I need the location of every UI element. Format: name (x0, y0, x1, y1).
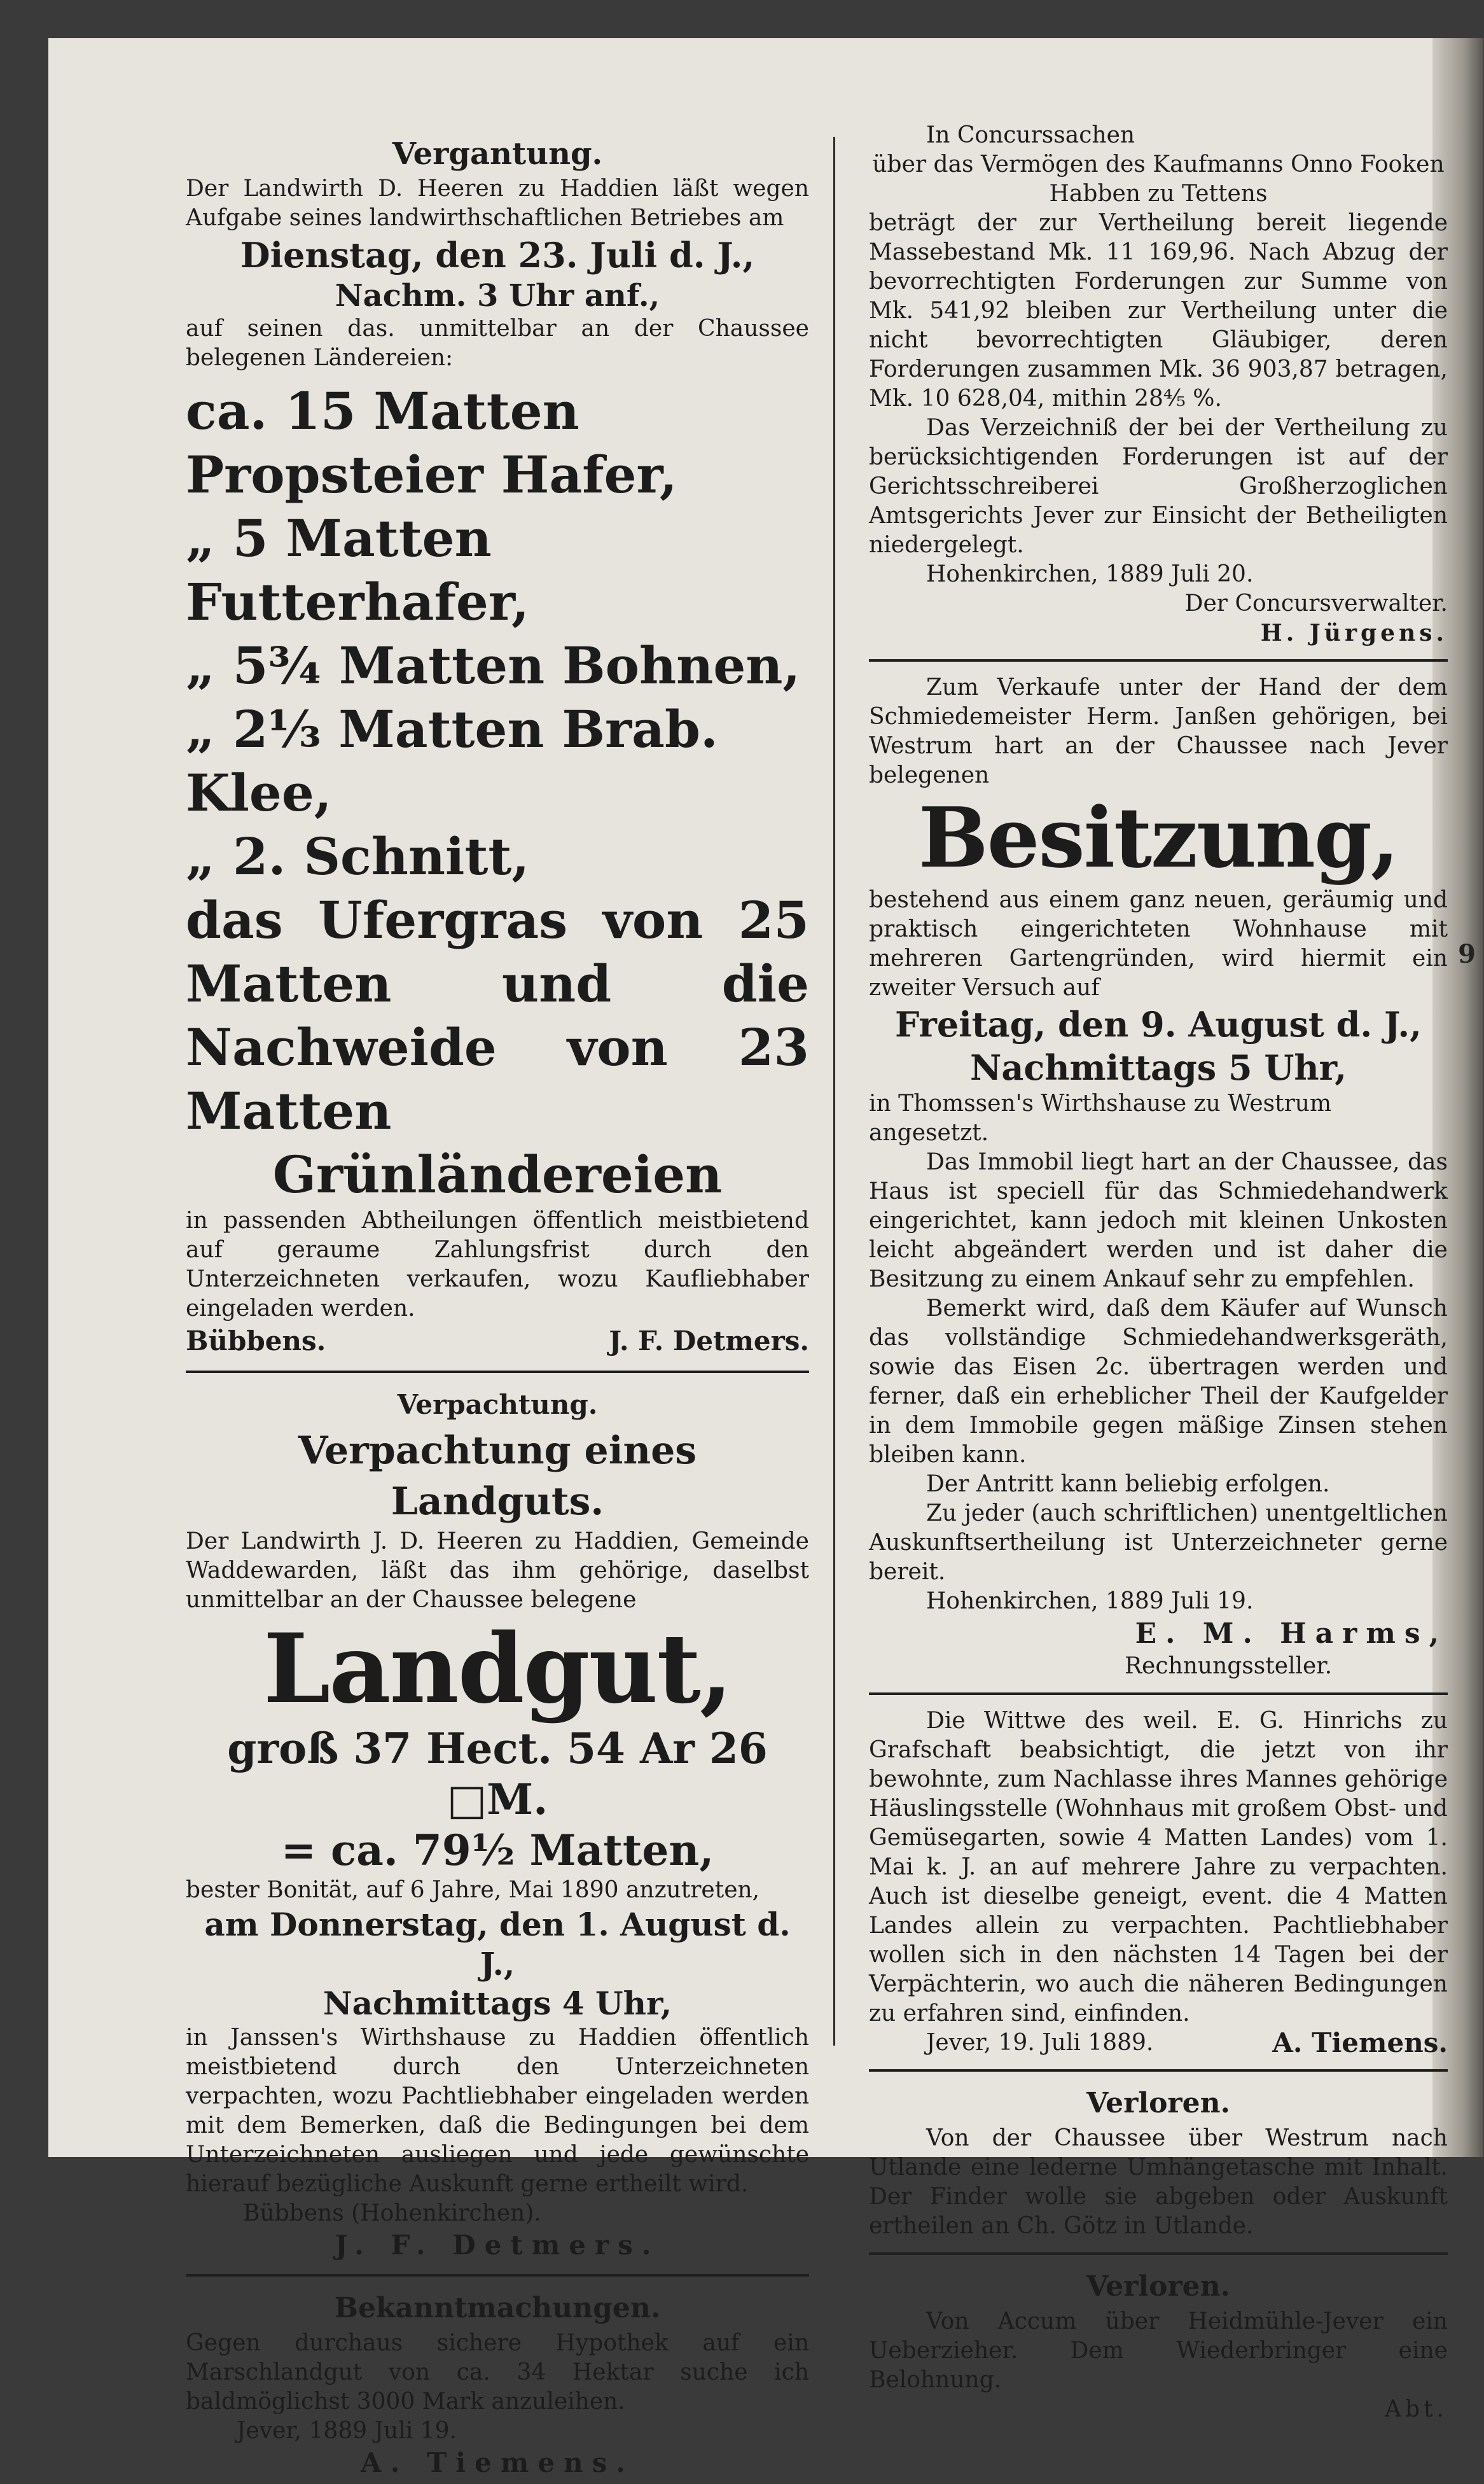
verpachtung-matten: = ca. 79½ Matten, (281, 1825, 714, 1875)
concurs-line1: In Concurssachen (926, 122, 1135, 148)
vergantung-item-6: das Ufergras von 25 Matten und die Nachweide von 23 Matten Grünländereien (186, 890, 809, 1204)
besitzung-p1: Das Immobil liegt hart an der Chaussee, das Haus ist speciell für das Schmiedehandwerk eingerichtet, kann jedoch mit kleinen Unkosten leicht abgeändert werden und ist daher die Besitzung zu einem Ankauf sehr zu empfehlen. (869, 1149, 1448, 1292)
verpachtung-intro: Der Landwirth J. D. Heeren zu Haddien, Gemeinde Waddewarden, läßt das ihm gehörige, daselbst unmittelbar an der Chaussee belegene (186, 1528, 809, 1613)
column-divider (833, 137, 835, 2046)
wittwe-date: Jever, 19. Juli 1889. (926, 2030, 1154, 2056)
bekannt-date: Jever, 1889 Juli 19. (237, 2418, 457, 2444)
verpachtung-sign: J. F. Detmers. (335, 2229, 660, 2261)
vergantung-time: Nachm. 3 Uhr anf., (335, 278, 660, 314)
besitzung-date2: Hohenkirchen, 1889 Juli 19. (926, 1588, 1254, 1614)
vergantung-sign-left: Bübbens. (186, 1325, 326, 1357)
section-rule (869, 659, 1448, 662)
verloren2-body: Von Accum über Heidmühle-Jever ein Ueberzieher. Dem Wiederbringer eine Belohnung. (869, 2308, 1448, 2393)
section-rule (186, 2274, 809, 2277)
verloren1-heading: Verloren. (1086, 2087, 1230, 2119)
right-column (869, 121, 1448, 2428)
besitzung-p3: Der Antritt kann beliebig erfolgen. (926, 1471, 1330, 1497)
vergantung-heading: Vergantung. (392, 136, 603, 172)
vergantung-closing: in passenden Abtheilungen öffentlich meistbietend auf geraume Zahlungsfrist durch den Unterzeichneten verkaufen, wozu Kaufliebhaber eingeladen werden. (186, 1208, 809, 1322)
vergantung-intro: Der Landwirth D. Heeren zu Haddien läßt wegen Aufgabe seines landwirthschaftlichen Betriebes am (186, 176, 809, 231)
besitzung-intro: Zum Verkaufe unter der Hand der dem Schmiedemeister Herm. Janßen gehörigen, bei Westrum hart an der Chaussee nach Jever belegenen (869, 674, 1448, 788)
edge-digit: 9 (1458, 939, 1476, 969)
concurs-line2: über das Vermögen des Kaufmanns Onno Fooken Habben zu Tettens (872, 151, 1445, 207)
section-rule (869, 2252, 1448, 2255)
besitzung-notice (869, 673, 1448, 1681)
besitzung-date: Freitag, den 9. August d. J., (895, 1004, 1422, 1045)
verloren2-heading: Verloren. (1086, 2270, 1230, 2303)
verloren-notice-2 (869, 2266, 1448, 2424)
concurs-role: Der Concursverwalter. (1184, 590, 1448, 617)
bekannt-heading: Bekanntmachungen. (334, 2292, 661, 2324)
bekannt-sign: A. Tiemens. (361, 2447, 634, 2478)
vergantung-signatures (186, 1323, 809, 1359)
section-rule (186, 1371, 809, 1373)
vergantung-notice (186, 134, 809, 1359)
vergantung-item-4: „ 2⅓ Matten Brab. Klee, (186, 699, 718, 823)
concurs-body: beträgt der zur Vertheilung bereit liegende Massebestand Mk. 11 169,96. Nach Abzug der bevorrechtigten Forderungen zur Summe von Mk. 541,92 bleiben zur Vertheilung unter die nicht bevorrechtigten Gläubiger, deren Forderungen zusammen Mk. 36 903,87 betragen, Mk. 10 628,04, mithin 28⁴⁄₅ %. (869, 210, 1448, 412)
wittwe-notice (869, 1706, 1448, 2058)
vergantung-item-5: „ 2. Schnitt, (186, 827, 530, 886)
vergantung-lands-intro: auf seinen das. unmittelbar an der Chaussee belegenen Ländereien: (186, 316, 809, 371)
verpachtung-place: Bübbens (Hohenkirchen). (243, 2200, 541, 2226)
verpachtung-time: Nachmittags 4 Uhr, (322, 1985, 672, 2022)
verpachtung-heading: Verpachtung eines Landguts. (298, 1428, 697, 1524)
concurs-body2: Das Verzeichniß der bei der Vertheilung zu berücksichtigenden Forderungen ist auf der Gerichtsschreiberei Großherzoglichen Amtsgerichts Jever zur Einsicht der Betheiligten niedergelegt. (869, 415, 1448, 558)
besitzung-role: Rechnungssteller. (1124, 1653, 1333, 1679)
besitzung-time: Nachmittags 5 Uhr, (969, 1047, 1347, 1088)
bekannt-body: Gegen durchaus sichere Hypothek auf ein Marschlandgut von ca. 34 Hektar suche ich baldmöglichst 3000 Mark anzuleihen. (186, 2330, 809, 2415)
wittwe-body: Die Wittwe des weil. E. G. Hinrichs zu Grafschaft beabsichtigt, die jetzt von ihr bewohnte, zum Nachlasse ihres Mannes gehörige Häuslingsstelle (Wohnhaus mit großem Obst- und Gemüsegarten, sowie 4 Matten Landes) vom 1. Mai k. J. an auf mehrere Jahre zu verpachten. Auch ist dieselbe geneigt, event. die 4 Matten Landes allein zu verpachten. Pachtliebhaber wollen sich in den nächsten 14 Tagen bei der Verpächterin, wo auch die näheren Bedingungen zu erfahren sind, einfinden. (869, 1708, 1448, 2027)
vergantung-date: Dienstag, den 23. Juli d. J., (240, 235, 755, 276)
adjacent-page-fragment (1450, 764, 1476, 1145)
wittwe-footer (869, 2028, 1448, 2058)
section-rule (869, 1692, 1448, 1695)
left-column (186, 121, 809, 2484)
verloren1-body: Von der Chaussee über Westrum nach Utlande eine lederne Umhängetasche mit Inhalt. Der Finder wolle sie abgeben oder Auskunft ertheilen an Ch. Götz in Utlande. (869, 2125, 1448, 2239)
besitzung-p4: Zu jeder (auch schriftlichen) unentgeltlichen Auskunftsertheilung ist Unterzeichneter gerne bereit. (869, 1500, 1448, 1585)
vergantung-item-3: „ 5¾ Matten Bohnen, (186, 636, 801, 695)
verloren-notice-1 (869, 2083, 1448, 2241)
verpachtung-bonitat: bester Bonität, auf 6 Jahre, Mai 1890 anzutreten, (186, 1877, 760, 1903)
besitzung-title: Besitzung, (918, 789, 1399, 886)
concurs-date: Hohenkirchen, 1889 Juli 20. (926, 561, 1254, 587)
concurs-notice (869, 121, 1448, 648)
vergantung-sign-right: J. F. Detmers. (609, 1325, 809, 1357)
besitzung-p2: Bemerkt wird, daß dem Käufer auf Wunsch das vollständige Schmiedehandwerksgeräth, sowie das Eisen 2c. übertragen werden und ferner, daß ein erheblicher Theil der Kaufgelder in dem Immobile gegen mäßige Zinsen stehen bleiben kann. (869, 1295, 1448, 1468)
bekanntmachungen-notice (186, 2288, 809, 2480)
concurs-sign: H. Jürgens. (1260, 620, 1448, 646)
verpachtung-landgut: Landgut, (263, 1613, 732, 1725)
vergantung-item-1: ca. 15 Matten Propsteier Hafer, (186, 381, 677, 505)
vergantung-item-2: „ 5 Matten Futterhafer, (186, 508, 529, 632)
verpachtung-notice (186, 1385, 809, 2263)
besitzung-sign: E. M. Harms, (1135, 1617, 1448, 1650)
verpachtung-date: am Donnerstag, den 1. August d. J., (204, 1906, 791, 1983)
verloren2-sign: Abt. (1385, 2396, 1448, 2422)
verpachtung-label: Verpachtung. (397, 1389, 598, 1420)
verpachtung-body: in Janssen's Wirthshause zu Haddien öffentlich meistbietend durch den Unterzeichneten verpachten, wozu Pachtliebhaber eingeladen werden mit dem Bemerken, daß die Bedingungen bei dem Unterzeichneten ausliegen und jede gewünschte hierauf bezügliche Auskunft gerne ertheilt wird. (186, 2025, 809, 2197)
besitzung-desc: bestehend aus einem ganz neuen, geräumig und praktisch eingerichteten Wohnhause mit mehreren Gartengründen, wird hiermit ein zweiter Versuch auf (869, 887, 1448, 1001)
section-rule (869, 2069, 1448, 2072)
wittwe-sign: A. Tiemens. (1272, 2027, 1448, 2058)
besitzung-place: in Thomssen's Wirthshause zu Westrum angesetzt. (869, 1091, 1332, 1146)
verpachtung-size: groß 37 Hect. 54 Ar 26 □M. (227, 1724, 768, 1824)
